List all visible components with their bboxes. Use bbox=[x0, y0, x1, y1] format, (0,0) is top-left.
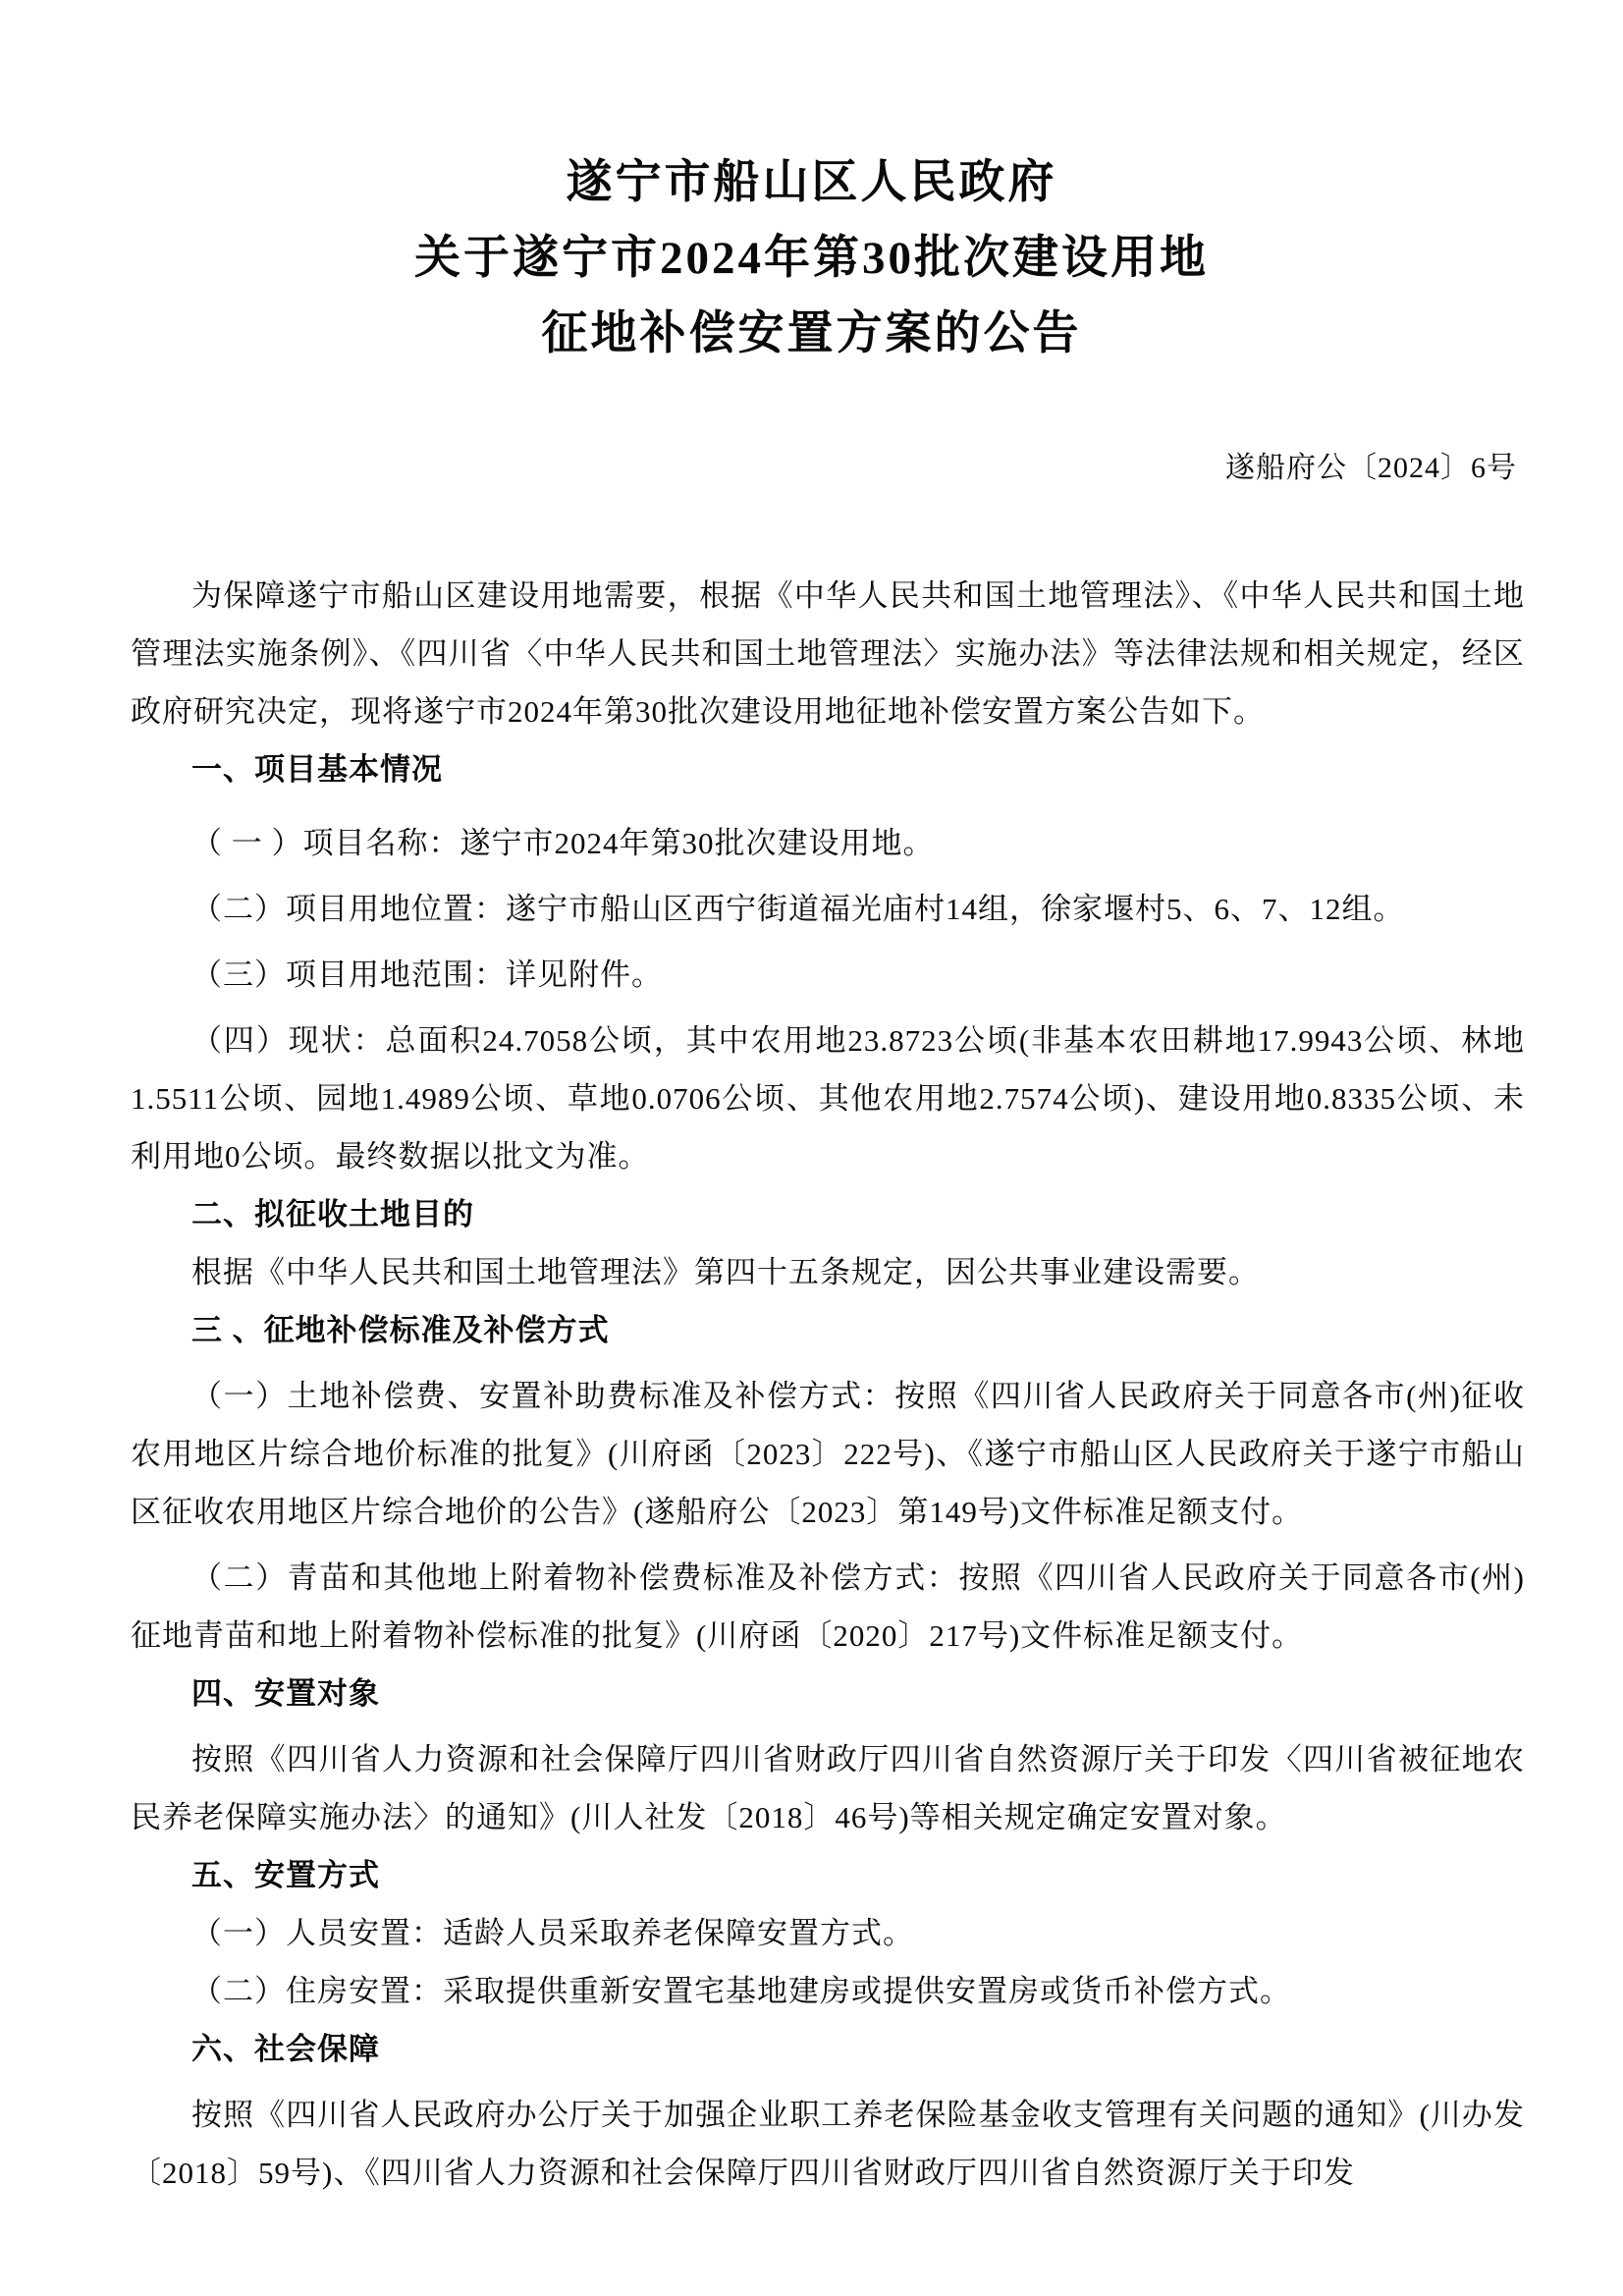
section-heading: 二、拟征收土地目的 bbox=[191, 1197, 474, 1231]
document-title-line-2: 关于遂宁市2024年第30批次建设用地 bbox=[414, 233, 1209, 284]
paragraph: （一）土地补偿费、安置补助费标准及补偿方式：按照《四川省人民政府关于同意各市(州)征收农用地区片综合地价标准的批复》(川府函〔2023〕222号)、《遂宁市船山区人民政府关于遂宁市船山区征收农用地区片综合地价的公告》(遂船府公〔2023〕第149号)文件标准足额支付。 bbox=[131, 1379, 1525, 1529]
document-title-line-3: 征地补偿安置方案的公告 bbox=[541, 308, 1082, 359]
paragraph: （二）项目用地位置：遂宁市船山区西宁街道福光庙村14组，徐家堰村5、6、7、12组。 bbox=[191, 892, 1405, 926]
paragraph: （四）现状：总面积24.7058公顷，其中农用地23.8723公顷(非基本农田耕地17.9943公顷、林地1.5511公顷、园地1.4989公顷、草地0.0706公顷、其他农用地2.7574公顷)、建设用地0.8335公顷、未利用地0公顷。最终数据以批文为准。 bbox=[131, 1023, 1525, 1174]
section-heading: 六、社会保障 bbox=[191, 2032, 380, 2066]
document-title bbox=[0, 145, 1623, 372]
paragraph: （三）项目用地范围：详见附件。 bbox=[191, 957, 663, 992]
document-number: 遂船府公〔2024〕6号 bbox=[1225, 452, 1517, 484]
document-body bbox=[0, 567, 1623, 2202]
paragraph: 按照《四川省人力资源和社会保障厅四川省财政厅四川省自然资源厅关于印发〈四川省被征地农民养老保障实施办法〉的通知》(川人社发〔2018〕46号)等相关规定确定安置对象。 bbox=[131, 1742, 1525, 1834]
section-heading: 三 、征地补偿标准及补偿方式 bbox=[191, 1313, 610, 1347]
paragraph: 根据《中华人民共和国土地管理法》第四十五条规定，因公共事业建设需要。 bbox=[191, 1255, 1260, 1289]
paragraph: 按照《四川省人民政府办公厅关于加强企业职工养老保险基金收支管理有关问题的通知》(川办发〔2018〕59号)、《四川省人力资源和社会保障厅四川省财政厅四川省自然资源厅关于印发 bbox=[131, 2098, 1525, 2190]
document-title-line-1: 遂宁市船山区人民政府 bbox=[566, 157, 1057, 208]
paragraph: （ 一 ）项目名称：遂宁市2024年第30批次建设用地。 bbox=[191, 826, 935, 860]
section-heading: 四、安置对象 bbox=[191, 1676, 380, 1711]
paragraph: （二）住房安置：采取提供重新安置宅基地建房或提供安置房或货币补偿方式。 bbox=[191, 1974, 1291, 2008]
paragraph: （二）青苗和其他地上附着物补偿费标准及补偿方式：按照《四川省人民政府关于同意各市(州)征地青苗和地上附着物补偿标准的批复》(川府函〔2020〕217号)文件标准足额支付。 bbox=[131, 1560, 1525, 1653]
paragraph: 为保障遂宁市船山区建设用地需要，根据《中华人民共和国土地管理法》、《中华人民共和国土地管理法实施条例》、《四川省〈中华人民共和国土地管理法〉实施办法》等法律法规和相关规定，经区政府研究决定，现将遂宁市2024年第30批次建设用地征地补偿安置方案公告如下。 bbox=[131, 578, 1525, 729]
paragraph: （一）人员安置：适龄人员采取养老保障安置方式。 bbox=[191, 1916, 914, 1950]
section-heading: 一、项目基本情况 bbox=[191, 752, 443, 787]
section-heading: 五、安置方式 bbox=[191, 1858, 380, 1892]
